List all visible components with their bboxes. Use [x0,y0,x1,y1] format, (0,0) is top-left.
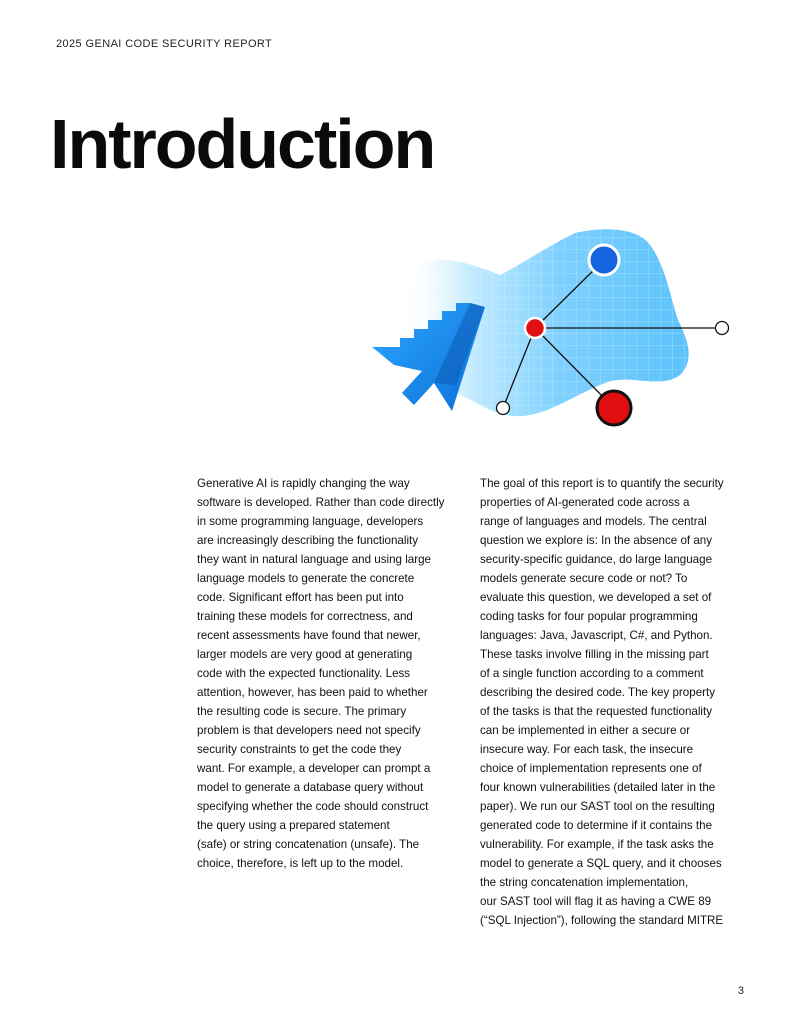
text-line: The goal of this report is to quantify the security [480,477,724,490]
red-hub-node [525,318,545,338]
body-column-left [197,474,465,873]
text-line: languages: Java, Javascript, C#, and Python. [480,629,713,642]
text-line: code. Significant effort has been put into [197,591,404,604]
paragraph-right [480,474,750,930]
text-line: software is developed. Rather than code directly [197,496,445,509]
text-line: problem is that developers need not specify [197,724,421,737]
text-line: insecure way. For each task, the insecure [480,743,694,756]
text-line: of the tasks is that the requested functionality [480,705,713,718]
text-line: specifying whether the code should construct [197,800,429,813]
text-line: model to generate a SQL query, and it chooses [480,857,722,870]
empty-node-bottom [497,402,510,415]
text-line: coding tasks for four popular programming [480,610,698,623]
paragraph-left [197,474,465,873]
text-line: they want in natural language and using large [197,553,431,566]
text-line: the string concatenation implementation, [480,876,689,889]
text-line: generated code to determine if it contains the [480,819,713,832]
text-line: These tasks involve filling in the missing part [480,648,709,661]
text-line: security-specific guidance, do large language [480,553,713,566]
text-line: training these models for correctness, and [197,610,413,623]
text-line: attention, however, has been paid to whether [197,686,428,699]
text-line: larger models are very good at generating [197,648,413,661]
red-node [597,391,631,425]
text-line: choice, therefore, is left up to the model. [197,857,404,870]
empty-node-right [716,322,729,335]
page-title: Introduction [50,105,435,183]
text-line: our SAST tool will flag it as having a CWE 89 [480,895,712,908]
page-number: 3 [737,985,744,997]
text-line: the query using a prepared statement [197,819,390,832]
text-line: security constraints to get the code they [197,743,402,756]
text-line: evaluate this question, we developed a set of [480,591,712,604]
report-header: 2025 GENAI CODE SECURITY REPORT [56,38,273,50]
text-line: properties of AI-generated code across a [480,496,690,509]
text-line: (safe) or string concatenation (unsafe). The [197,838,420,851]
text-line: choice of implementation represents one of [480,762,702,775]
text-line: describing the desired code. The key property [480,686,716,699]
text-line: of a single function according to a comment [480,667,704,680]
text-line: code with the expected functionality. Less [197,667,411,680]
text-line: the resulting code is secure. The primary [197,705,407,718]
text-line: vulnerability. For example, if the task asks the [480,838,714,851]
text-line: in some programming language, developers [197,515,424,528]
text-line: four known vulnerabilities (detailed later in the [480,781,716,794]
hero-illustration [360,225,740,440]
text-line: are increasingly describing the functionality [197,534,419,547]
text-line: question we explore is: In the absence of any [480,534,713,547]
text-line: want. For example, a developer can prompt a [197,762,431,775]
text-line: range of languages and models. The central [480,515,707,528]
text-line: (“SQL Injection”), following the standard MITRE [480,914,724,927]
text-line: models generate secure code or not? To [480,572,688,585]
text-line: model to generate a database query without [197,781,424,794]
text-line: paper). We run our SAST tool on the resulting [480,800,715,813]
text-line: can be implemented in either a secure or [480,724,691,737]
text-line: Generative AI is rapidly changing the way [197,477,410,490]
text-line: language models to generate the concrete [197,572,415,585]
body-column-right [480,474,750,930]
text-line: recent assessments have found that newer, [197,629,421,642]
blue-node [589,245,619,275]
